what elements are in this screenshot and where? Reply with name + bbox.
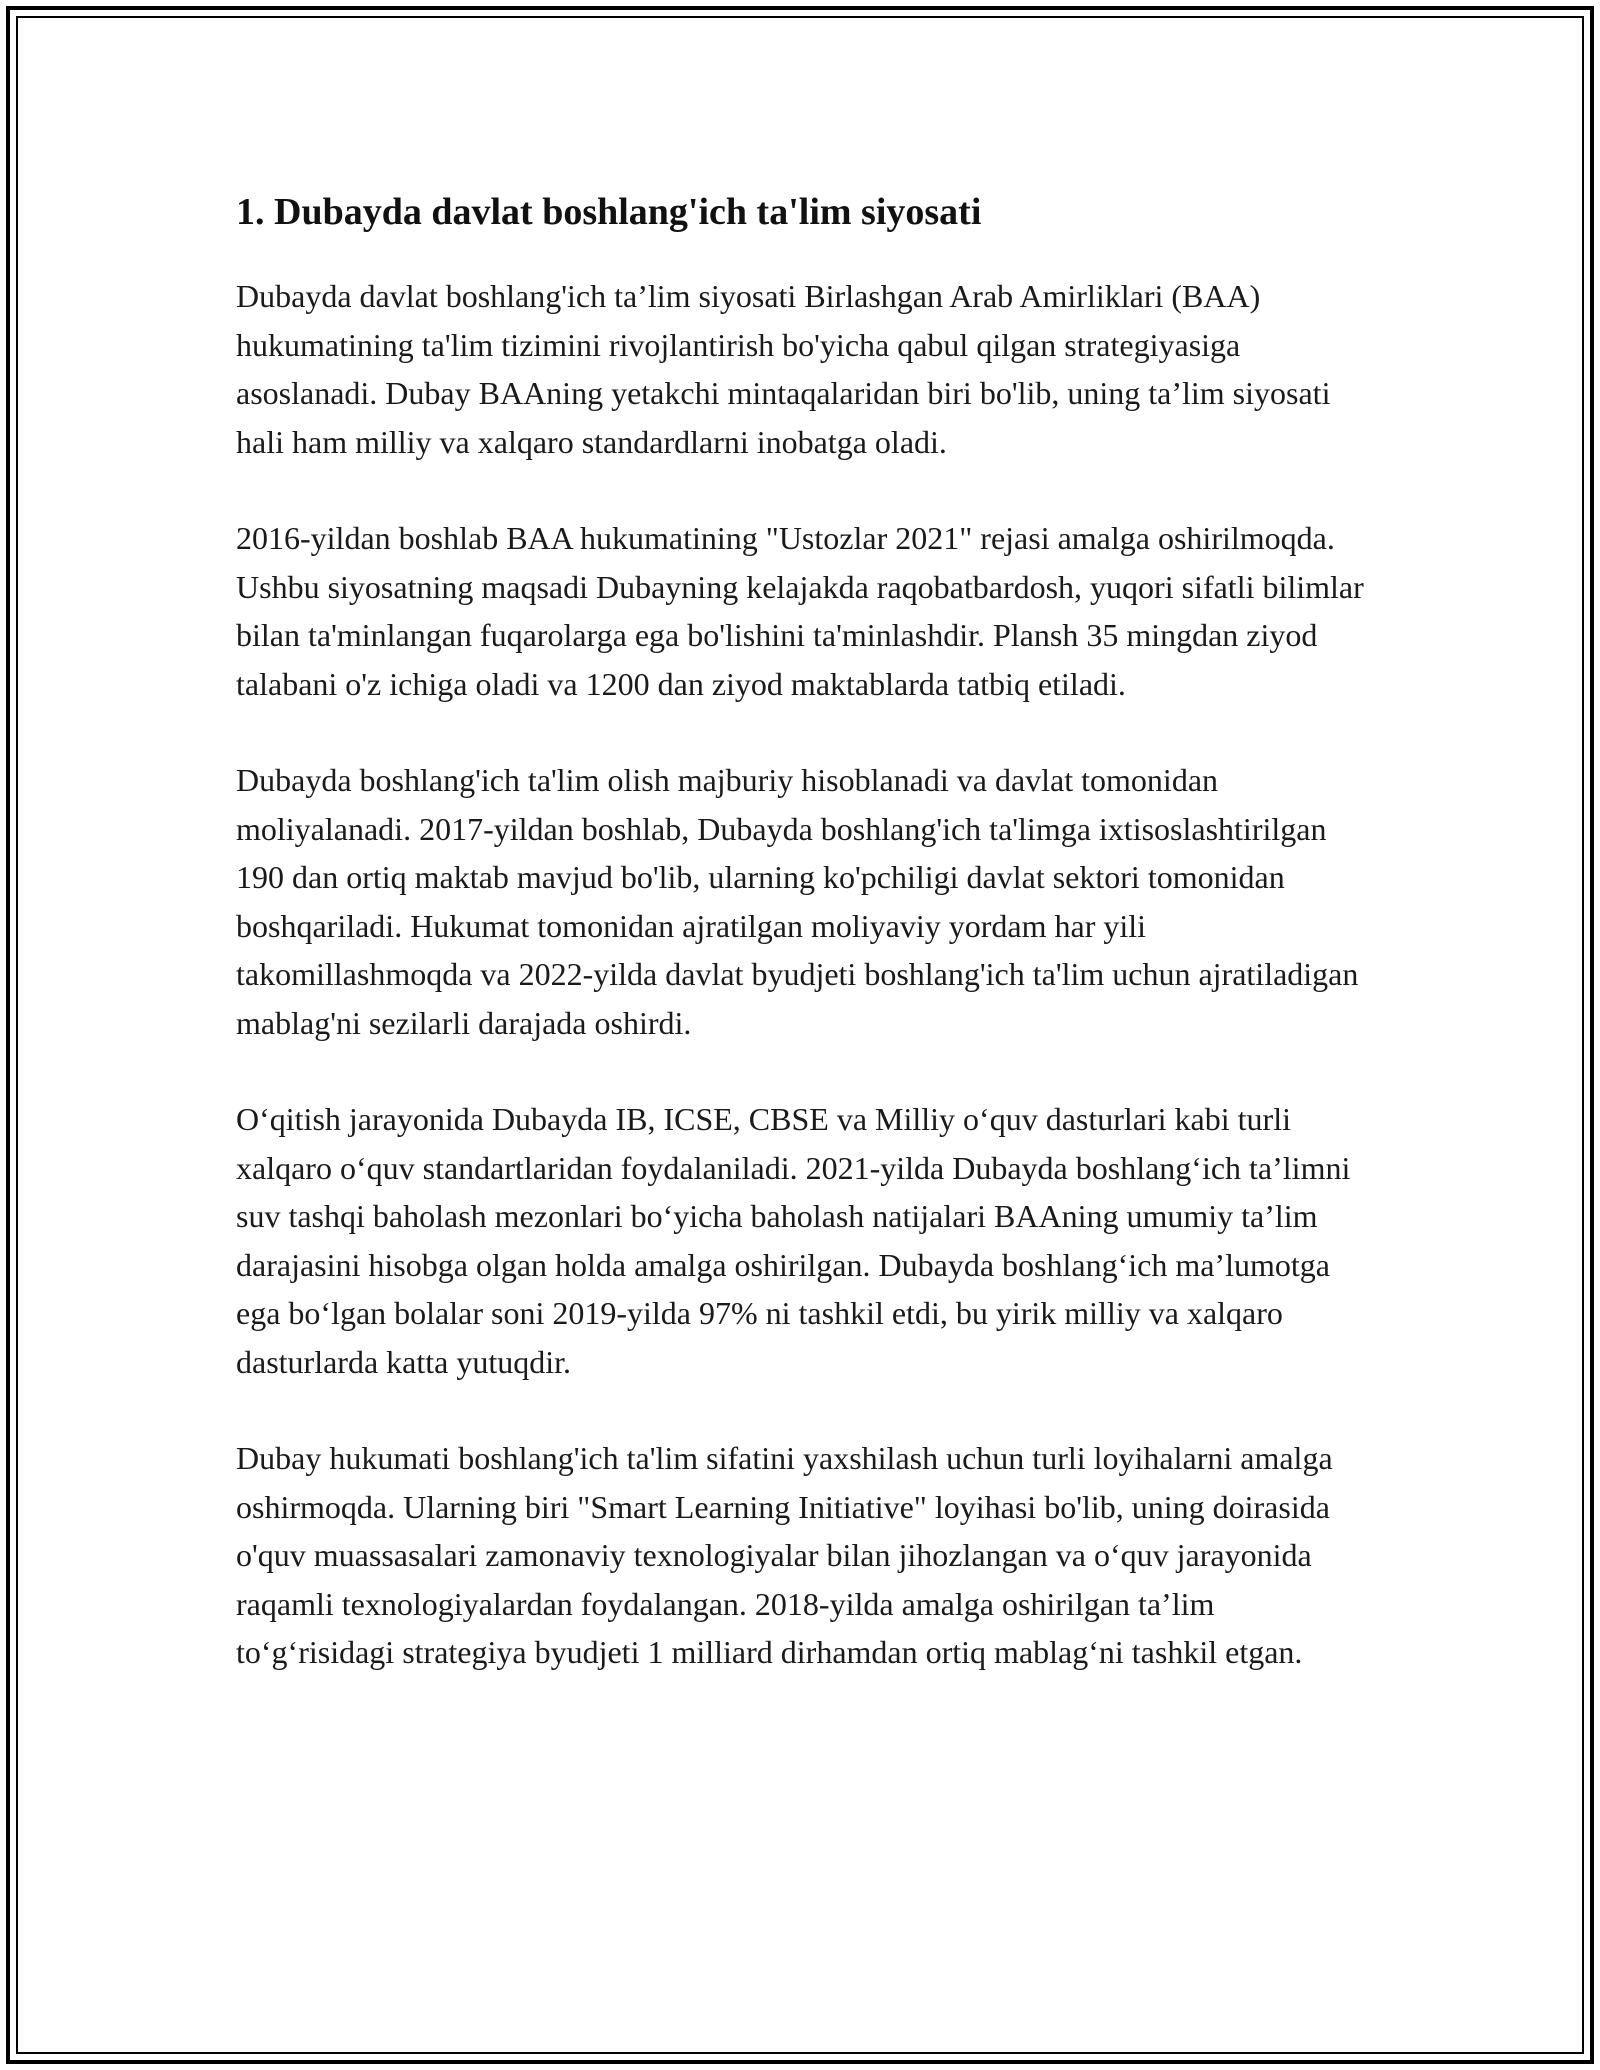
paragraph-smart-learning: Dubay hukumati boshlang'ich ta'lim sifatini yaxshilash uchun turli loyihalarni amalga oshirmoqda. Ularning biri "Smart Learning Initiative" loyihasi bo'lib, uning doirasida o'quv muassasalari zamonaviy texnologiyalar bilan jihozlangan va o‘quv jarayonida raqamli texnologiyalardan foydalangan. 2018-yilda amalga oshirilgan ta’lim to‘g‘risidagi strategiya byudjeti 1 milliard dirhamdan ortiq mablag‘ni tashkil etgan. bbox=[236, 1440, 1333, 1670]
paragraph-curricula: O‘qitish jarayonida Dubayda IB, ICSE, CBSE va Milliy o‘quv dasturlari kabi turli xalqaro o‘quv standartlaridan foydalaniladi. 2021-yilda Dubayda boshlang‘ich ta’limni suv tashqi baholash mezonlari bo‘yicha baholash natijalari BAAning umumiy ta’lim darajasini hisobga olgan holda amalga oshirilgan. Dubayda boshlang‘ich ma’lumotga ega bo‘lgan bolalar soni 2019-yilda 97% ni tashkil etdi, bu yirik milliy va xalqaro dasturlarda katta yutuqdir. bbox=[236, 1101, 1351, 1380]
document-page bbox=[236, 186, 1376, 1725]
section-heading: 1. Dubayda davlat boshlang'ich ta'lim siyosati bbox=[236, 191, 982, 233]
paragraph-ustozlar-plan: 2016-yildan boshlab BAA hukumatining "Ustozlar 2021" rejasi amalga oshirilmoqda. Ushbu siyosatning maqsadi Dubayning kelajakda raqobatbardosh, yuqori sifatli bilimlar bilan ta'minlangan fuqarolarga ega bo'lishini ta'minlashdir. Plansh 35 mingdan ziyod talabani o'z ichiga oladi va 1200 dan ziyod maktablarda tatbiq etiladi. bbox=[236, 520, 1364, 702]
paragraph-funding: Dubayda boshlang'ich ta'lim olish majburiy hisoblanadi va davlat tomonidan moliyalanadi. 2017-yildan boshlab, Dubayda boshlang'ich ta'limga ixtisoslashtirilgan 190 dan ortiq maktab mavjud bo'lib, ularning ko'pchiligi davlat sektori tomonidan boshqariladi. Hukumat tomonidan ajratilgan moliyaviy yordam har yili takomillashmoqda va 2022-yilda davlat byudjeti boshlang'ich ta'lim uchun ajratiladigan mablag'ni sezilarli darajada oshirdi. bbox=[236, 762, 1359, 1041]
paragraph-policy-overview: Dubayda davlat boshlang'ich ta’lim siyosati Birlashgan Arab Amirliklari (BAA) hukumatining ta'lim tizimini rivojlantirish bo'yicha qabul qilgan strategiyasiga asoslanadi. Dubay BAAning yetakchi mintaqalaridan biri bo'lib, uning ta’lim siyosati hali ham milliy va xalqaro standardlarni inobatga oladi. bbox=[236, 278, 1331, 460]
